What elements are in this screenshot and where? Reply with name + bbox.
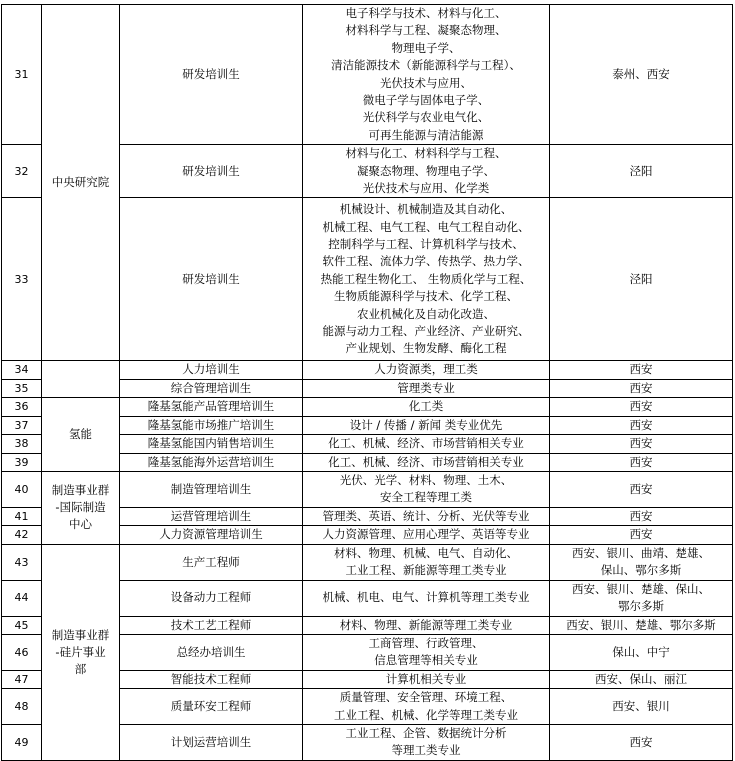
- majors-cell: 化工、机械、经济、市场营销相关专业: [303, 435, 550, 453]
- position-cell: 技术工艺工程师: [120, 616, 303, 634]
- position-cell: 人力资源管理培训生: [120, 526, 303, 544]
- row-number: 33: [2, 198, 42, 361]
- majors-cell: 化工、机械、经济、市场营销相关专业: [303, 453, 550, 471]
- location-cell: 西安、银川: [550, 689, 733, 725]
- majors-cell: 质量管理、安全管理、环境工程、 工业工程、机械、化学等理工类专业: [303, 689, 550, 725]
- majors-cell: 设计 / 传播 / 新闻 类专业优先: [303, 416, 550, 434]
- position-cell: 研发培训生: [120, 5, 303, 145]
- department-cell-empty: [42, 361, 120, 398]
- position-cell: 隆基氢能国内销售培训生: [120, 435, 303, 453]
- row-number: 36: [2, 398, 42, 416]
- position-cell: 制造管理培训生: [120, 471, 303, 507]
- location-cell: 泾阳: [550, 198, 733, 361]
- location-cell: 西安、银川、楚雄、鄂尔多斯: [550, 616, 733, 634]
- location-cell: 西安: [550, 724, 733, 760]
- location-cell: 保山、中宁: [550, 634, 733, 670]
- majors-cell: 人力资源类，理工类: [303, 361, 550, 379]
- position-cell: 质量环安工程师: [120, 689, 303, 725]
- row-number: 43: [2, 544, 42, 580]
- position-cell: 计划运营培训生: [120, 724, 303, 760]
- position-cell: 隆基氢能市场推广培训生: [120, 416, 303, 434]
- table-row: [2, 544, 733, 580]
- majors-cell: 计算机相关专业: [303, 670, 550, 688]
- row-number: 39: [2, 453, 42, 471]
- table-row: [2, 471, 733, 507]
- position-cell: 研发培训生: [120, 145, 303, 198]
- row-number: 47: [2, 670, 42, 688]
- location-cell: 泰州、西安: [550, 5, 733, 145]
- position-cell: 人力培训生: [120, 361, 303, 379]
- row-number: 38: [2, 435, 42, 453]
- row-number: 44: [2, 580, 42, 616]
- position-cell: 智能技术工程师: [120, 670, 303, 688]
- position-cell: 隆基氢能海外运营培训生: [120, 453, 303, 471]
- location-cell: 西安: [550, 526, 733, 544]
- majors-cell: 材料、物理、机械、电气、自动化、 工业工程、新能源等理工类专业: [303, 544, 550, 580]
- location-cell: 西安: [550, 471, 733, 507]
- row-number: 49: [2, 724, 42, 760]
- department-cell: 中央研究院: [42, 5, 120, 361]
- location-cell: 泾阳: [550, 145, 733, 198]
- location-cell: 西安: [550, 416, 733, 434]
- majors-cell: 电子科学与技术、材料与化工、 材料科学与工程、凝聚态物理、 物理电子学、 清洁能源技术（新能源科学与工程）、 光伏技术与应用、 微电子学与固体电子学、 光伏科学与农业电气化、 可再生能源与清洁能源: [303, 5, 550, 145]
- location-cell: 西安、保山、丽江: [550, 670, 733, 688]
- majors-cell: 机械设计、机械制造及其自动化、 机械工程、电气工程、电气工程自动化、 控制科学与工程、计算机科学与技术、 软件工程、流体力学、传热学、热力学、 热能工程生物化工、 生物质化学与工程、 生物质能源科学与技术、化学工程、 农业机械化及自动化改造、 能源与动力工程、产业经济、产业研究、 产业规划、生物发酵、酶化工程: [303, 198, 550, 361]
- row-number: 40: [2, 471, 42, 507]
- position-cell: 研发培训生: [120, 198, 303, 361]
- position-cell: 设备动力工程师: [120, 580, 303, 616]
- majors-cell: 机械、机电、电气、计算机等理工类专业: [303, 580, 550, 616]
- row-number: 46: [2, 634, 42, 670]
- table-row: [2, 5, 733, 145]
- location-cell: 西安、银川、曲靖、楚雄、 保山、鄂尔多斯: [550, 544, 733, 580]
- majors-cell: 管理类、英语、统计、分析、光伏等专业: [303, 507, 550, 525]
- location-cell: 西安: [550, 435, 733, 453]
- table-row: [2, 398, 733, 416]
- table-row: [2, 361, 733, 379]
- location-cell: 西安: [550, 361, 733, 379]
- row-number: 37: [2, 416, 42, 434]
- department-cell: 氢能: [42, 398, 120, 472]
- position-cell: 生产工程师: [120, 544, 303, 580]
- row-number: 45: [2, 616, 42, 634]
- majors-cell: 材料与化工、材料科学与工程、 凝聚态物理、物理电子学、 光伏技术与应用、化学类: [303, 145, 550, 198]
- row-number: 32: [2, 145, 42, 198]
- positions-table: [1, 4, 733, 761]
- majors-cell: 工商管理、行政管理、 信息管理等相关专业: [303, 634, 550, 670]
- majors-cell: 工业工程、企管、数据统计分析 等理工类专业: [303, 724, 550, 760]
- majors-cell: 人力资源管理、应用心理学、英语等专业: [303, 526, 550, 544]
- row-number: 48: [2, 689, 42, 725]
- location-cell: 西安、银川、楚雄、保山、 鄂尔多斯: [550, 580, 733, 616]
- department-cell: 制造事业群 -硅片事业 部: [42, 544, 120, 760]
- position-cell: 综合管理培训生: [120, 379, 303, 397]
- position-cell: 运营管理培训生: [120, 507, 303, 525]
- majors-cell: 光伏、光学、材料、物理、土木、 安全工程等理工类: [303, 471, 550, 507]
- department-cell: 制造事业群 -国际制造 中心: [42, 471, 120, 544]
- majors-cell: 材料、物理、新能源等理工类专业: [303, 616, 550, 634]
- row-number: 34: [2, 361, 42, 379]
- row-number: 35: [2, 379, 42, 397]
- location-cell: 西安: [550, 507, 733, 525]
- majors-cell: 化工类: [303, 398, 550, 416]
- location-cell: 西安: [550, 398, 733, 416]
- location-cell: 西安: [550, 453, 733, 471]
- position-cell: 总经办培训生: [120, 634, 303, 670]
- location-cell: 西安: [550, 379, 733, 397]
- row-number: 42: [2, 526, 42, 544]
- row-number: 31: [2, 5, 42, 145]
- majors-cell: 管理类专业: [303, 379, 550, 397]
- position-cell: 隆基氢能产品管理培训生: [120, 398, 303, 416]
- row-number: 41: [2, 507, 42, 525]
